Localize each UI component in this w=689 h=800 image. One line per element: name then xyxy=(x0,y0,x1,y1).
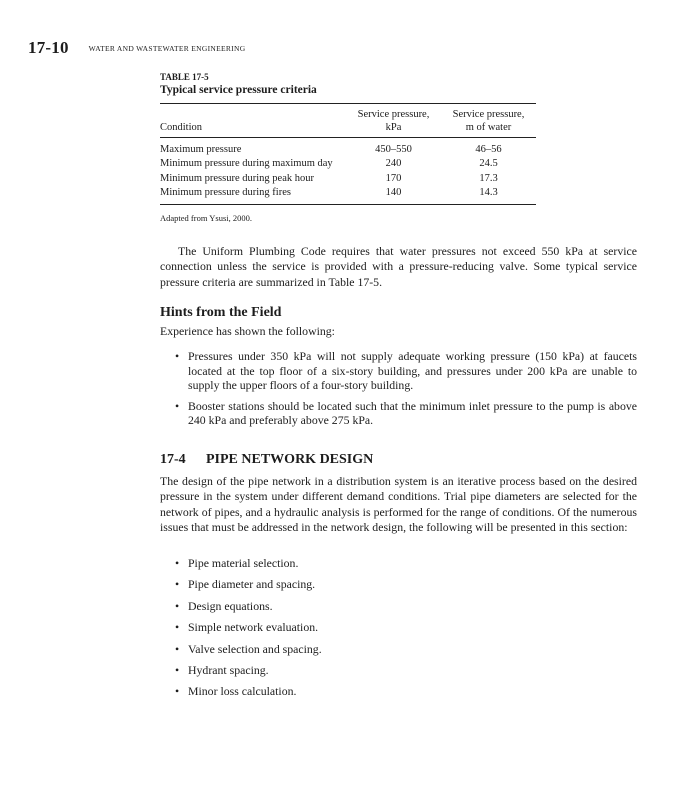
pressure-criteria-table xyxy=(160,103,536,205)
table-cell: 17.3 xyxy=(479,172,498,184)
section-bullet-list xyxy=(188,553,637,703)
hints-bullet-list xyxy=(188,349,637,434)
table-source-note: Adapted from Ysusi, 2000. xyxy=(160,212,252,223)
table-cell: Maximum pressure xyxy=(160,144,242,155)
list-item: • Design equations. xyxy=(188,596,637,617)
table-cell: 240 xyxy=(385,158,402,170)
table-cell: Minimum pressure during fires xyxy=(160,186,346,204)
list-item: • Hydrant spacing. xyxy=(188,660,637,681)
page-number: 17-10 xyxy=(28,38,69,57)
table-row xyxy=(160,138,536,158)
intro-paragraph: The Uniform Plumbing Code requires that water pressures not exceed 550 kPa at service connection unless the service is provided with a pressure-reducing valve. Some typical service pressure criteria are summarized in Table 17-5. xyxy=(160,244,637,289)
hints-lead: Experience has shown the following: xyxy=(160,324,335,338)
list-item: • Minor loss calculation. xyxy=(188,681,637,702)
list-item: • Pipe diameter and spacing. xyxy=(188,574,637,595)
table-cell: 450–550 xyxy=(375,144,412,155)
list-item: • Simple network evaluation. xyxy=(188,617,637,638)
section-heading xyxy=(160,452,373,468)
table-cell: 46–56 xyxy=(475,144,502,155)
table-block xyxy=(160,72,536,223)
section-paragraph: The design of the pipe network in a distribution system is an iterative process based on the desired pressure in the system under different demand conditions. Trial pipe diameters are selected for the network of pipes, and a hydraulic analysis is performed for the range of conditions. Of the numerous issues that must be addressed in the network design, the following will be presented in this section: xyxy=(160,474,637,534)
page-header xyxy=(28,38,245,58)
section-title: PIPE NETWORK DESIGN xyxy=(206,452,374,467)
table-row xyxy=(160,157,536,171)
table-number: TABLE 17-5 xyxy=(160,72,209,82)
table-cell: Minimum pressure during peak hour xyxy=(160,172,314,184)
list-item: • Pressures under 350 kPa will not supply adequate working pressure (150 kPa) at faucets located at the top floor of a six-story building, and pressures under 200 kPa are unable to supply the upper floors of a four-story building. xyxy=(188,349,637,393)
table-cell: 140 xyxy=(346,186,441,204)
list-item: • Pipe material selection. xyxy=(188,553,637,574)
table-cell: 24.5 xyxy=(479,158,498,170)
table-header-row xyxy=(160,104,536,138)
column-header: Service pressure, m of water xyxy=(441,104,536,138)
table-cell: Minimum pressure during maximum day xyxy=(160,158,333,170)
hints-heading: Hints from the Field xyxy=(160,305,282,320)
list-item: • Booster stations should be located such that the minimum inlet pressure to the pump is above 240 kPa and preferably above 275 kPa. xyxy=(188,399,637,428)
table-row xyxy=(160,186,536,204)
column-header: Condition xyxy=(160,104,346,138)
running-head: WATER AND WASTEWATER ENGINEERING xyxy=(88,44,246,53)
column-header: Service pressure, kPa xyxy=(346,104,441,138)
table-cell: 170 xyxy=(385,172,402,184)
table-row xyxy=(160,172,536,186)
list-item: • Valve selection and spacing. xyxy=(188,639,637,660)
section-number: 17-4 xyxy=(160,452,186,467)
table-title: Typical service pressure criteria xyxy=(160,84,317,96)
table-cell: 14.3 xyxy=(441,186,536,204)
